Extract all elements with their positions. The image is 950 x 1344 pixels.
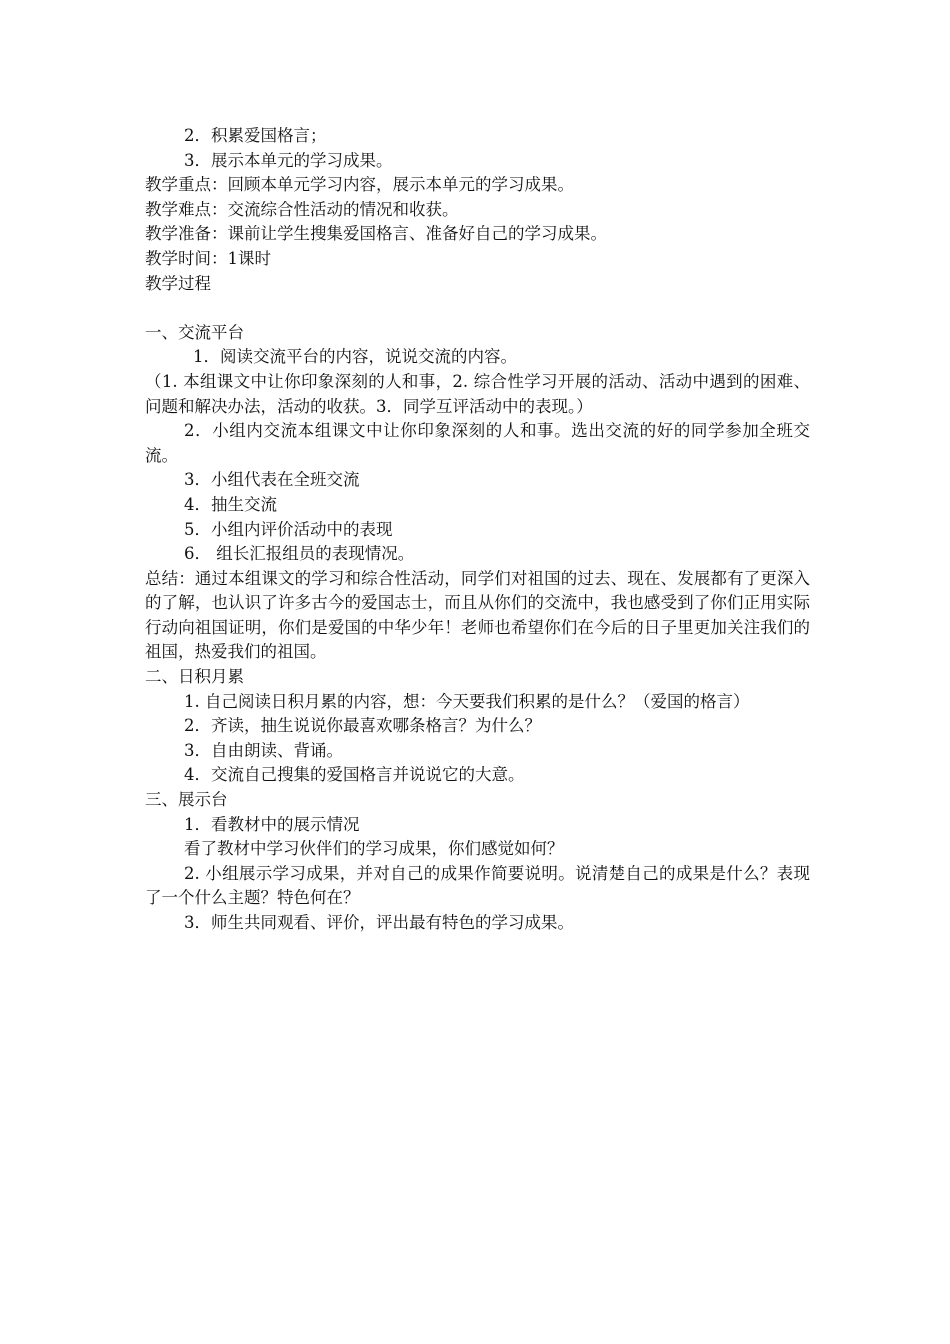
objective-item: 2．积累爱国格言； <box>184 126 327 145</box>
step-item: 4．抽生交流 <box>184 494 277 514</box>
step-item: 1．阅读交流平台的内容，说说交流的内容。 <box>193 347 517 367</box>
step-item: 1．看教材中的展示情况 <box>184 814 360 834</box>
key-point: 教学重点：回顾本单元学习内容，展示本单元的学习成果。 <box>145 175 574 195</box>
process-heading: 教学过程 <box>145 273 211 293</box>
lesson-time: 教学时间：1课时 <box>145 248 271 268</box>
preparation: 教学准备：课前让学生搜集爱国格言、准备好自己的学习成果。 <box>145 224 607 244</box>
step-item: 2．小组内交流本组课文中让你印象深刻的人和事。选出交流的好的同学参加全班交流。 <box>145 421 810 465</box>
difficulty: 教学难点：交流综合性活动的情况和收获。 <box>145 199 459 219</box>
step-item: 4．交流自己搜集的爱国格言并说说它的大意。 <box>184 765 525 785</box>
step-item: 5．小组内评价活动中的表现 <box>184 519 393 539</box>
step-text: 看了教材中学习伙伴们的学习成果，你们感觉如何？ <box>184 839 564 859</box>
section-heading: 二、日积月累 <box>145 667 244 687</box>
blank-line <box>145 296 810 321</box>
step-item: 1. 自己阅读日积月累的内容，想：今天要我们积累的是什么？（爱国的格言） <box>184 691 750 711</box>
step-item: 6． 组长汇报组员的表现情况。 <box>184 544 415 564</box>
summary-paragraph: 总结：通过本组课文的学习和综合性活动，同学们对祖国的过去、现在、发展都有了更深入的了解，也认识了许多古今的爱国志士，而且从你们的交流中，我也感受到了你们正用实际行动向祖国证明，你们是爱国的中华少年！老师也希望你们在今后的日子里更加关注我们的祖国，热爱我们的祖国。 <box>145 568 810 662</box>
objective-item: 3．展示本单元的学习成果。 <box>184 150 393 170</box>
section-heading: 一、交流平台 <box>145 322 244 342</box>
step-note: （1. 本组课文中让你印象深刻的人和事，2. 综合性学习开展的活动、活动中遇到的困难、问题和解决办法，活动的收获。3．同学互评活动中的表现。） <box>145 371 810 416</box>
step-item: 3．师生共同观看、评价，评出最有特色的学习成果。 <box>184 913 574 932</box>
step-item: 2．齐读，抽生说说你最喜欢哪条格言？为什么？ <box>184 716 541 736</box>
step-item: 3．小组代表在全班交流 <box>184 470 360 490</box>
step-item: 3．自由朗读、背诵。 <box>184 740 343 760</box>
document-body <box>145 124 810 936</box>
step-item: 2. 小组展示学习成果，并对自己的成果作简要说明。说清楚自己的成果是什么？表现了一个什么主题？特色何在？ <box>145 863 810 908</box>
section-heading: 三、展示台 <box>145 790 228 810</box>
